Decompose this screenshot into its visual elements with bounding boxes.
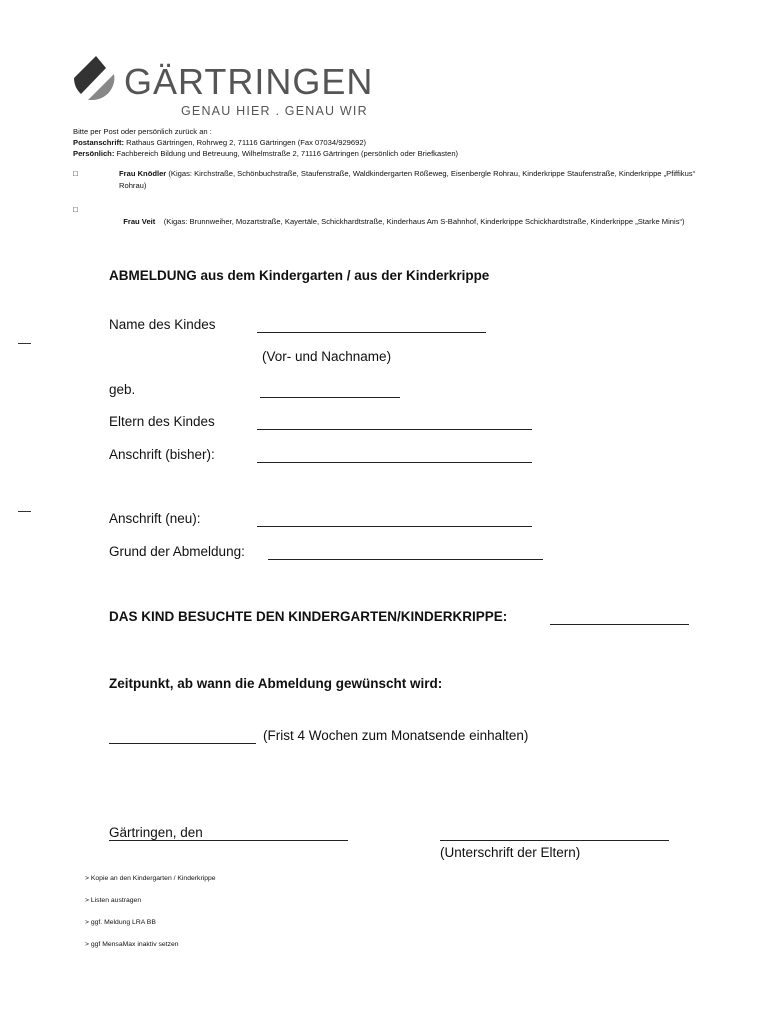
margin-fold-mark: [18, 511, 31, 512]
footer-note: > ggf. Meldung LRA BB: [85, 919, 156, 926]
address-old-field[interactable]: [257, 462, 532, 463]
postal-address: [73, 137, 366, 148]
date-field[interactable]: [109, 743, 256, 744]
parents-field[interactable]: [257, 429, 532, 430]
place-date-field[interactable]: [109, 840, 348, 841]
personal-address: [73, 148, 458, 159]
address-new-label: Anschrift (neu):: [109, 511, 201, 526]
address-old-label: Anschrift (bisher):: [109, 447, 215, 462]
birth-date-label: geb.: [109, 382, 136, 397]
contact-veit: [119, 204, 719, 228]
postal-address-label: Postanschrift:: [73, 138, 125, 147]
contact-veit-name: Frau Veit: [123, 217, 156, 226]
reason-field[interactable]: [268, 559, 543, 560]
attended-field[interactable]: [550, 624, 689, 625]
signature-hint: (Unterschrift der Eltern): [440, 845, 581, 860]
postal-address-text: Rathaus Gärtringen, Rohrweg 2, 71116 Gärtringen (Fax 07034/929692): [124, 138, 367, 147]
attended-label: DAS KIND BESUCHTE DEN KINDERGARTEN/KINDERKRIPPE:: [109, 609, 508, 624]
checkbox-veit[interactable]: □: [73, 205, 78, 214]
checkbox-knoedler[interactable]: □: [73, 169, 78, 178]
parents-label: Eltern des Kindes: [109, 414, 215, 429]
signature-field[interactable]: [440, 840, 669, 841]
child-name-hint: (Vor- und Nachname): [262, 349, 392, 364]
logo-tagline: GENAU HIER . GENAU WIR: [181, 104, 368, 118]
form-title: ABMELDUNG aus dem Kindergarten / aus der Kinderkrippe: [109, 268, 490, 283]
contact-knoedler-name: Frau Knödler: [119, 169, 167, 178]
personal-address-label: Persönlich:: [73, 149, 115, 158]
logo-wordmark: GÄRTRINGEN: [124, 61, 374, 102]
date-heading: Zeitpunkt, ab wann die Abmeldung gewünscht wird:: [109, 676, 443, 691]
personal-address-text: Fachbereich Bildung und Betreuung, Wilhelmstraße 2, 71116 Gärtringen (persönlich oder Briefkasten): [114, 149, 459, 158]
footer-note: > Kopie an den Kindergarten / Kinderkrippe: [85, 875, 216, 882]
child-name-field[interactable]: [257, 332, 486, 333]
gaertringen-logo-icon: [72, 54, 120, 102]
contact-knoedler: [119, 168, 719, 192]
deadline-hint: (Frist 4 Wochen zum Monatsende einhalten): [263, 728, 529, 743]
address-new-field[interactable]: [257, 526, 532, 527]
child-name-label: Name des Kindes: [109, 317, 216, 332]
return-intro: Bitte per Post oder persönlich zurück an :: [73, 127, 212, 136]
footer-note: > ggf MensaMax inaktiv setzen: [85, 941, 179, 948]
birth-date-field[interactable]: [260, 397, 400, 398]
place-date-label: Gärtringen, den: [109, 825, 203, 840]
contact-veit-text: (Kigas: Brunnweiher, Mozartstraße, Kayertäle, Schickhardtstraße, Kinderhaus Am S-Bahnhof, Kinderkrippe Schickhardtstraße, Kinderkrippe „Starke Minis“): [155, 217, 685, 226]
contact-knoedler-text: (Kigas: Kirchstraße, Schönbuchstraße, Staufenstraße, Waldkindergarten Rößeweg, Eisenbergle Rohrau, Kinderkrippe Staufenstraße, Kinderkrippe „Pfiffikus“ Rohrau): [119, 169, 696, 190]
footer-note: > Listen austragen: [85, 897, 142, 904]
reason-label: Grund der Abmeldung:: [109, 544, 245, 559]
margin-fold-mark: [18, 343, 31, 344]
